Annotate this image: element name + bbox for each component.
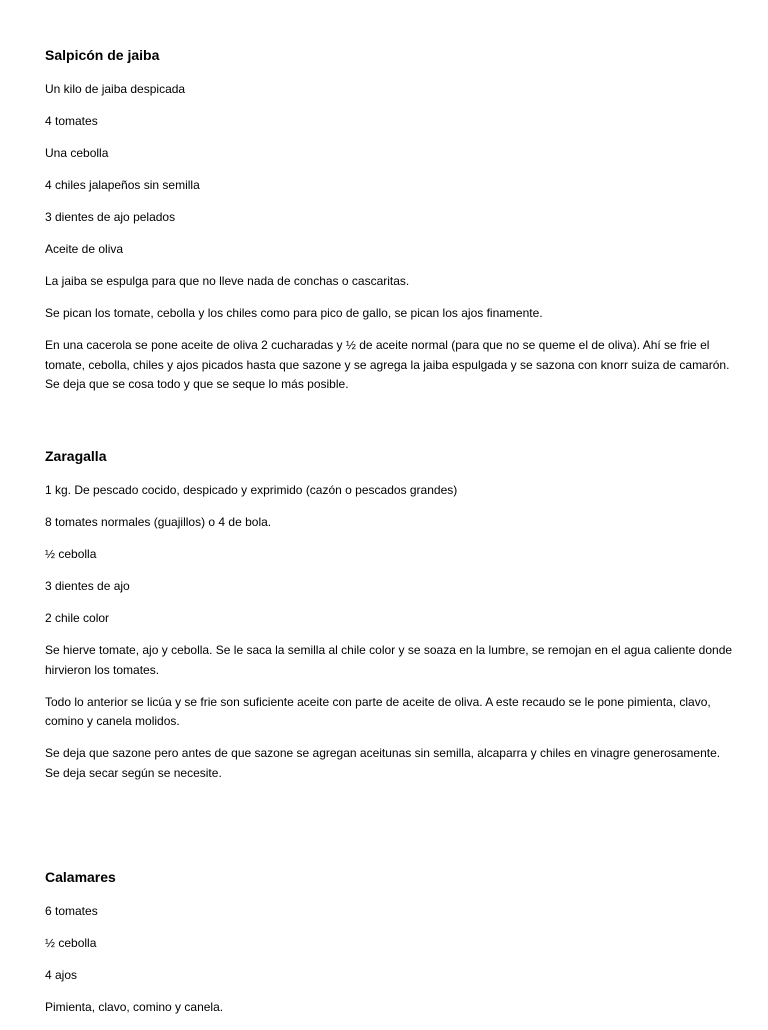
ingredient-line: ½ cebolla — [45, 547, 97, 561]
recipe-title: Calamares — [45, 869, 116, 885]
instruction-paragraph: En una cacerola se pone aceite de oliva 2 cucharadas y ½ de aceite normal (para que no se queme el de oliva). Ahí se frie el tomate, cebolla, chiles y ajos picados hasta que sazone y se agrega la jaiba espulgada y se sazona con knorr suiza de camarón. Se deja que se cosa todo y que se seque lo más posible. — [45, 338, 730, 391]
ingredient-line: 4 tomates — [45, 114, 98, 128]
instruction-paragraph: Se deja que sazone pero antes de que sazone se agregan aceitunas sin semilla, alcaparra y chiles en vinagre generosamente. Se deja secar según se necesite. — [45, 746, 721, 780]
recipe-title: Salpicón de jaiba — [45, 47, 160, 63]
ingredient-line: 4 chiles jalapeños sin semilla — [45, 178, 200, 192]
instruction-paragraph: Se pican los tomate, cebolla y los chiles como para pico de gallo, se pican los ajos finamente. — [45, 306, 543, 320]
ingredient-line: 3 dientes de ajo — [45, 579, 130, 593]
ingredient-line: ½ cebolla — [45, 936, 97, 950]
ingredient-line: 6 tomates — [45, 904, 98, 918]
instruction-paragraph: Se hierve tomate, ajo y cebolla. Se le saca la semilla al chile color y se soaza en la lumbre, se remojan en el agua caliente donde hirvieron los tomates. — [45, 643, 733, 677]
ingredient-line: Una cebolla — [45, 146, 109, 160]
ingredient-line: 2 chile color — [45, 611, 110, 625]
instruction-paragraph: La jaiba se espulga para que no lleve nada de conchas o cascaritas. — [45, 274, 410, 288]
recipe-zaragalla — [45, 447, 735, 796]
ingredient-line: 1 kg. De pescado cocido, despicado y exprimido (cazón o pescados grandes) — [45, 483, 458, 497]
recipe-title: Zaragalla — [45, 448, 107, 464]
ingredient-line: Un kilo de jaiba despicada — [45, 82, 186, 96]
ingredient-line: Pimienta, clavo, comino y canela. — [45, 1000, 224, 1014]
instruction-paragraph: Todo lo anterior se licúa y se frie son suficiente aceite con parte de aceite de oliva. A este recaudo se le pone pimienta, clavo, comino y canela molidos. — [45, 694, 711, 728]
ingredient-line: Aceite de oliva — [45, 242, 124, 256]
ingredient-line: 8 tomates normales (guajillos) o 4 de bola. — [45, 515, 272, 529]
ingredient-line: 4 ajos — [45, 968, 78, 982]
ingredient-line: 3 dientes de ajo pelados — [45, 210, 176, 224]
recipe-calamares — [45, 868, 735, 1030]
recipe-salpicon-de-jaiba — [45, 46, 735, 407]
